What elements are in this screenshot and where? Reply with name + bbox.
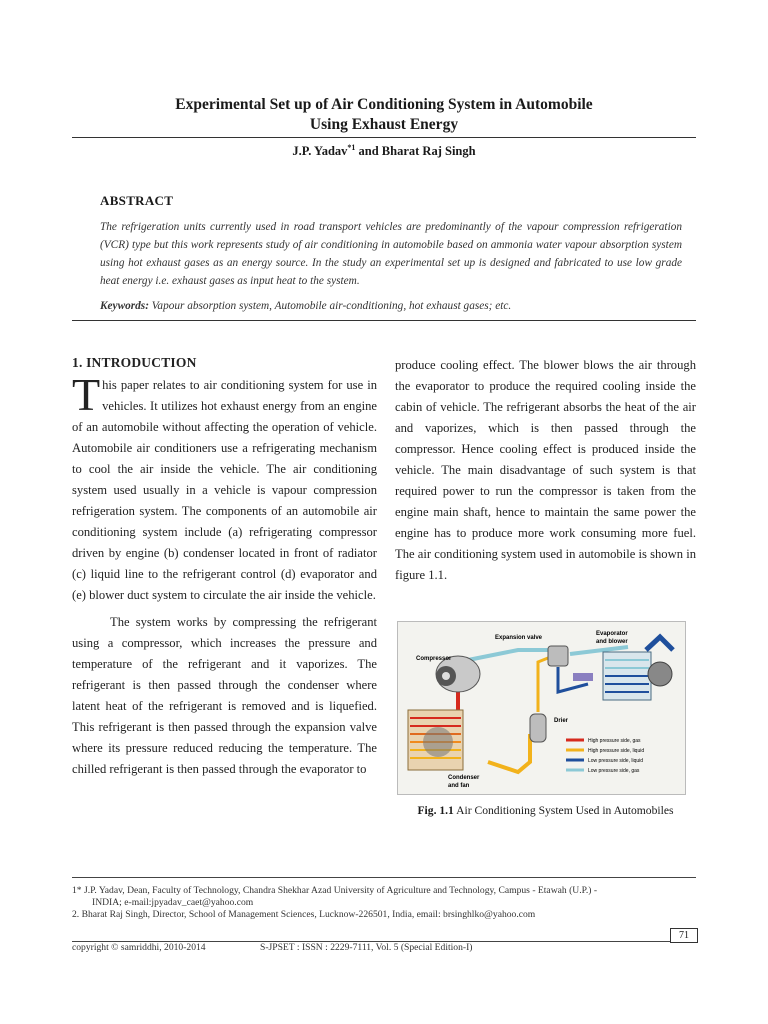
page-footer (72, 942, 473, 953)
footnote-1-line-1: 1* J.P. Yadav, Dean, Faculty of Technology, Chandra Shekhar Azad University of Agriculture and Technology, Campus - Etawah (U.P.) - (72, 885, 598, 896)
drop-cap: T (72, 369, 101, 420)
authors-rest: and Bharat Raj Singh (355, 144, 476, 159)
label-condenser: Condenser (448, 775, 480, 781)
label-evaporator: Evaporator (596, 631, 628, 637)
intro-paragraph-1-text: his paper relates to air conditioning system for use in vehicles. It utilizes hot exhaust energy from an engine of an automobile without affecting the operation of vehicle. Automobile air conditioners use a refrigerating mechanism to cool the air inside the vehicle. The air conditioning system used usually in a vehicle is vapour compression refrigeration system. The components of an automobile air conditioning system include (a) refrigerating compressor driven by engine (b) condenser located in front of radiator (c) liquid line to the refrigerant control (d) evaporator and (e) blower duct system to circulate the air inside the vehicle. (72, 378, 377, 602)
paper-title (100, 95, 668, 135)
footer-copyright: copyright © samriddhi, 2010-2014 (72, 942, 206, 953)
label-blower: and blower (596, 639, 628, 645)
label-fan: and fan (448, 783, 470, 789)
intro-paragraph-2: The system works by compressing the refrigerant using a compressor, which increases the pressure and temperature of the refrigerant and it vaporizes. The refrigerant is then passed through the condenser where latent heat of the refrigerant is removed and is liquefied. This refrigerant is then passed through the expansion valve where its pressure reduced reducing the temperature. The chilled refrigerant is then passed through the evaporator to (72, 615, 377, 776)
caption-label: Fig. 1.1 (417, 804, 454, 817)
legend-label-3: Low pressure side, gas (588, 768, 640, 774)
expansion-valve-icon (548, 646, 568, 666)
abstract-heading: ABSTRACT (100, 193, 174, 208)
legend-label-0: High pressure side, gas (588, 738, 641, 744)
footer-journal: S-JPSET : ISSN : 2229-7111, Vol. 5 (Special Edition-I) (260, 942, 473, 953)
abstract-text: The refrigeration units currently used in road transport vehicles are predominantly of the vapour compression refrigeration (VCR) type but this work represents study of air conditioning in automobile based on ammonia water vapour absorption system using hot exhaust gases as an energy source. In the study an experimental set up is designed and fabricated to use low grade heat energy i.e. exhaust gases as input heat to the system. (100, 221, 682, 287)
authors-line (100, 143, 668, 159)
title-line-2: Using Exhaust Energy (309, 116, 459, 133)
label-expansion-valve: Expansion valve (495, 635, 543, 641)
figure-caption (395, 804, 696, 817)
keywords-text: Vapour absorption system, Automobile air-conditioning, hot exhaust gases; etc. (148, 300, 512, 312)
legend-label-2: Low pressure side, liquid (588, 758, 644, 764)
author-1-mark: *1 (347, 143, 356, 152)
drier-icon (530, 714, 546, 742)
legend-label-1: High pressure side, liquid (588, 748, 645, 754)
figure-ac-system (397, 621, 686, 795)
section-heading-introduction: 1. INTRODUCTION (72, 355, 197, 370)
abstract-rule (72, 320, 696, 321)
intro-paragraph-1 (72, 369, 377, 606)
author-1: J.P. Yadav (292, 144, 348, 159)
left-column (72, 352, 377, 780)
footnote-1-line-2: INDIA; e-mail:jpyadav_caet@yahoo.com (92, 897, 254, 908)
ac-system-diagram (398, 622, 685, 794)
intro-paragraph-3: produce cooling effect. The blower blows the air through the evaporator to produce the required cooling inside the cabin of vehicle. The refrigerant absorbs the heat of the air and vaporizes, which is then passed through the compressor. Hence cooling effect is produced inside the vehicle. The main disadvantage of such system is that required power to run the compressor is taken from the engine main shaft, hence to maintain the same power the engine has to produce more work consuming more fuel. The air conditioning system used in automobile is shown in figure 1.1. (395, 358, 696, 582)
condenser-icon (408, 710, 463, 770)
keywords-label: Keywords: (100, 300, 149, 312)
title-line-1: Experimental Set up of Air Conditioning System in Automobile (175, 96, 593, 113)
label-drier: Drier (554, 718, 569, 724)
footnotes (72, 885, 696, 921)
page-number: 71 (670, 928, 698, 943)
caption-text: Air Conditioning System Used in Automobiles (453, 804, 674, 817)
keywords (100, 300, 682, 312)
footnote-2: 2. Bharat Raj Singh, Director, School of Management Sciences, Lucknow-226501, India, email: brsinghlko@yahoo.com (72, 909, 536, 920)
right-column (395, 355, 696, 586)
footnote-rule (72, 877, 696, 878)
title-rule (72, 137, 696, 138)
label-compressor: Compressor (416, 656, 452, 662)
